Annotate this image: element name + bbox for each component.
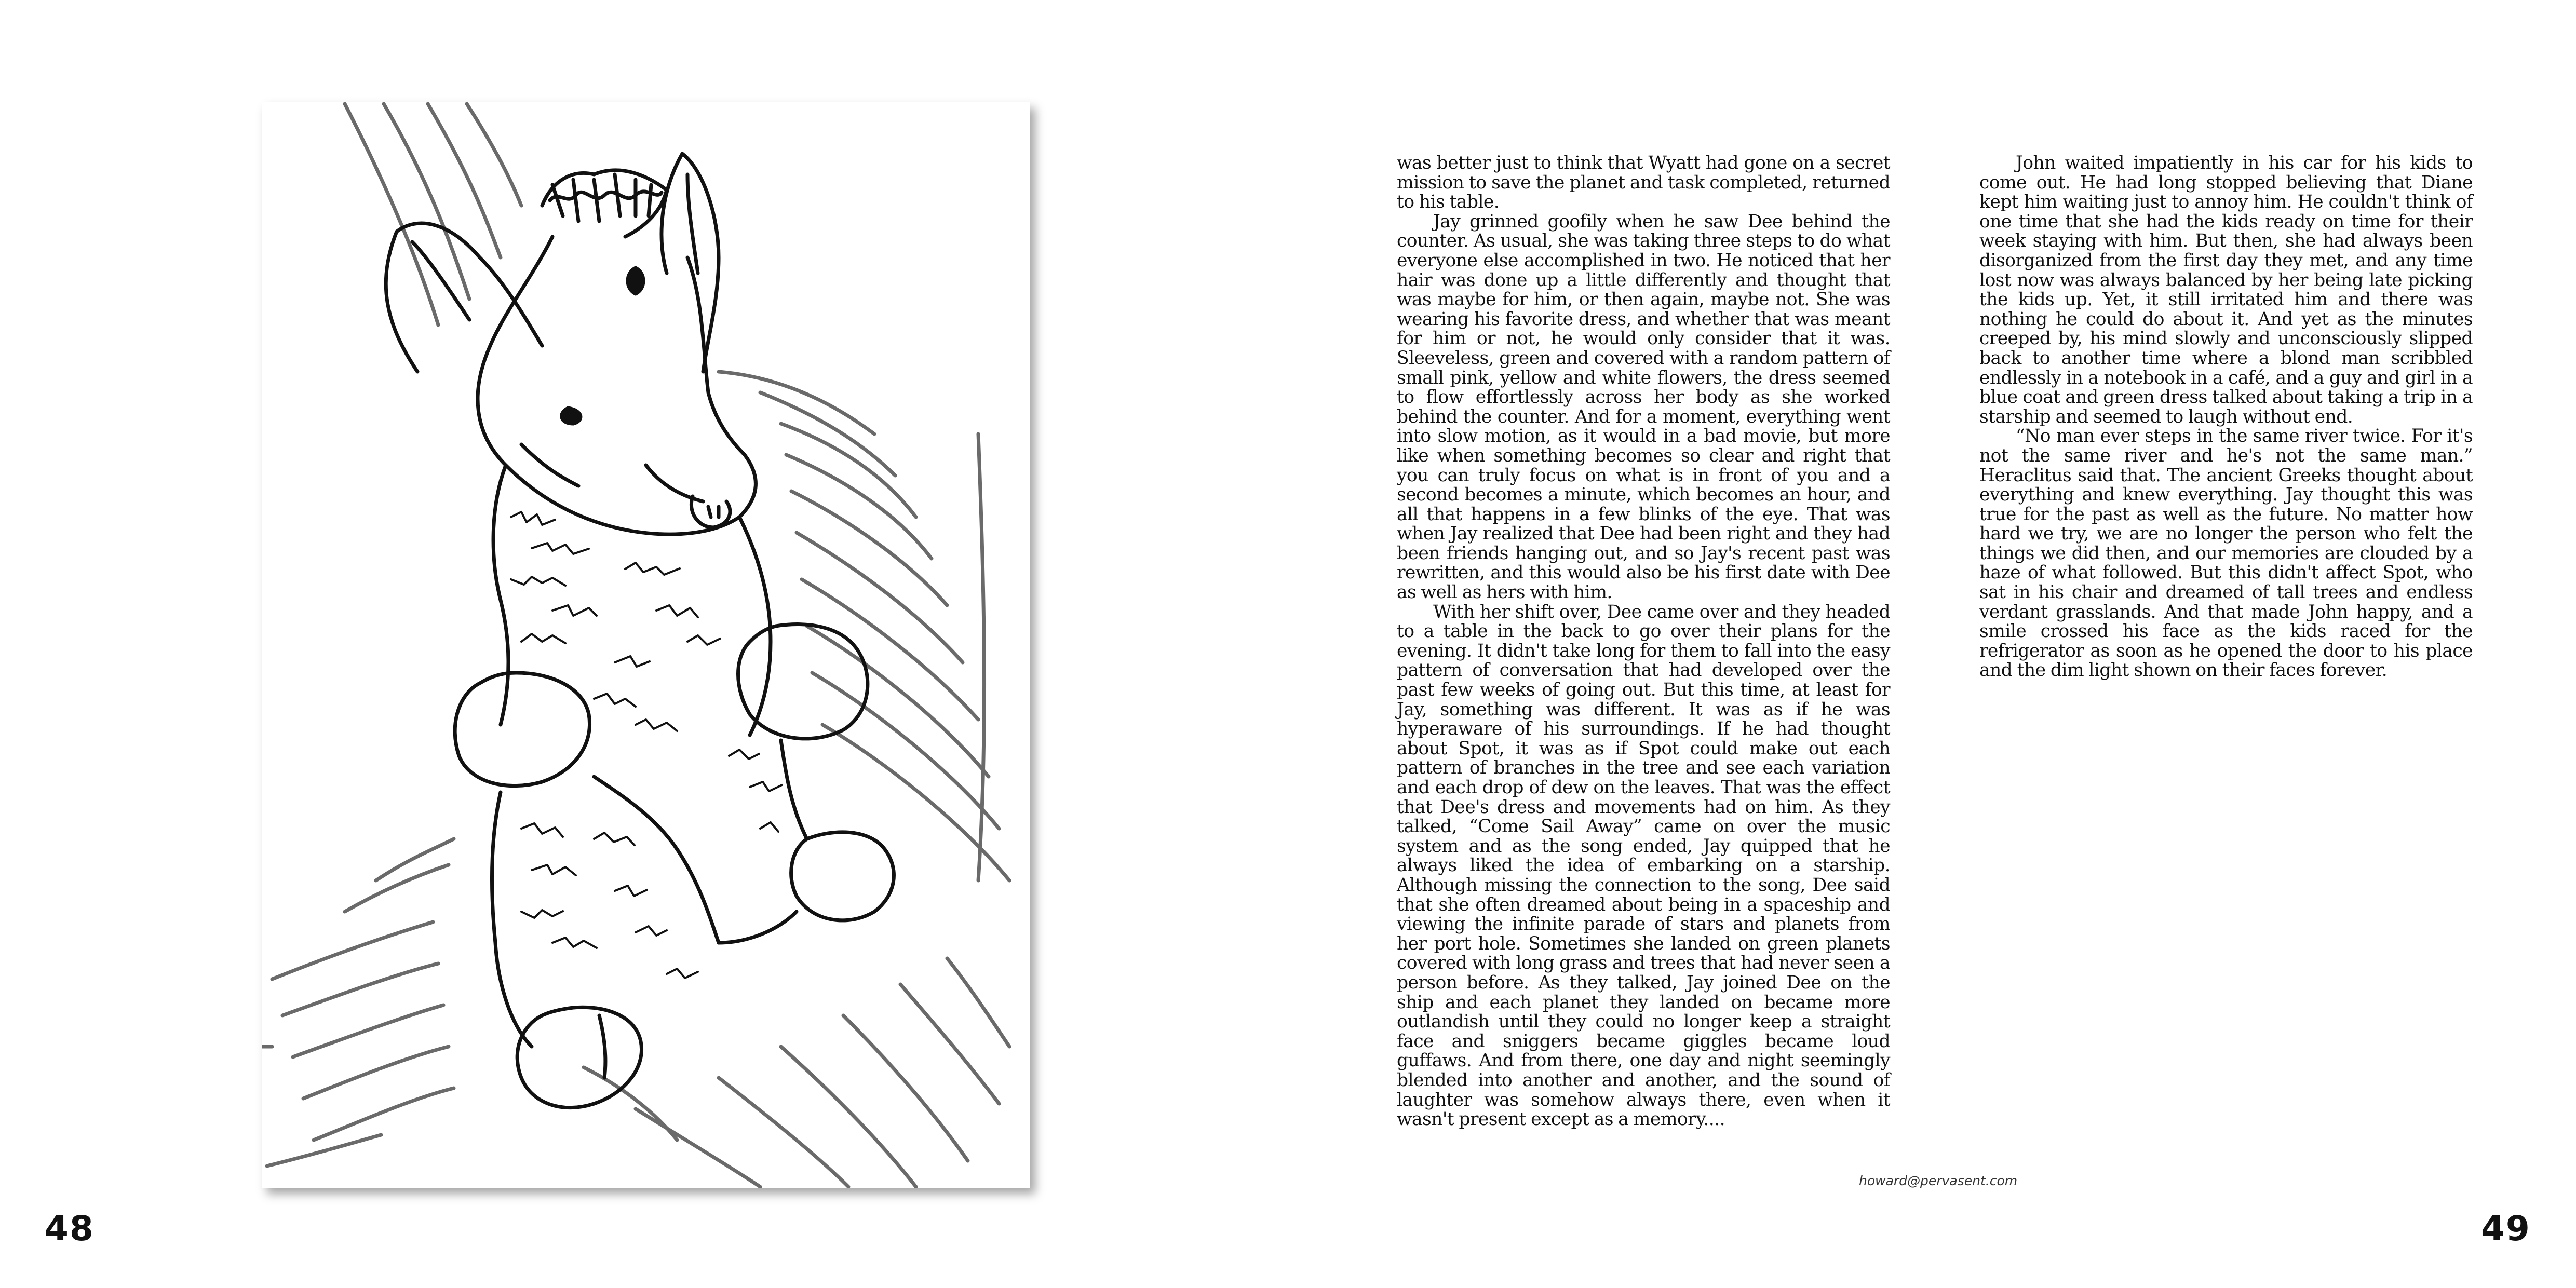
text-column-2	[1979, 154, 2473, 681]
page-number-right: 49	[2481, 1209, 2531, 1249]
column-2-paragraph-1: John waited impatiently in his car for his kids to come out. He had long stopped believing that Diane kept him waiting just to annoy him. He couldn't think of one time that she had the kids ready on time for their week staying with him. But then, she had always been disorganized from the first day they met, and any time lost now was always balanced by her being late picking the kids up. Yet, it still irritated him and there was nothing he could do about it. And yet as the minutes creeped by, his mind slowly and unconsciously slipped back to another time where a blond man scribbled endlessly in a notebook in a café, and a guy and girl in a blue coat and green dress talked about taking a trip in a starship and seemed to laugh without end.	[1979, 153, 2473, 427]
column-2-paragraph-2: “No man ever steps in the same river twice. For it's not the same river and he's not the same man.” Heraclitus said that. The ancient Greeks thought about everything and knew everything. Jay thought this was true for the past as well as the future. No matter how hard we try, we are no longer the person who felt the things we did then, and our memories are clouded by a haze of what followed. But this didn't affect Spot, who sat in his chair and dreamed of tall trees and endless verdant grasslands. And that made John happy, and a smile crossed his face as the kids raced for the refrigerator as soon as he opened the door to his place and the dim light shown on their faces forever.	[1979, 426, 2473, 681]
donkey-plush-drawing-icon	[262, 102, 1030, 1188]
page-number-left: 48	[45, 1209, 95, 1249]
text-column-1	[1397, 154, 1890, 1130]
column-1-paragraph-1: was better just to think that Wyatt had gone on a secret mission to save the planet and task completed, returned to his table.	[1397, 153, 1890, 213]
donkey-plush-drawing	[262, 102, 1030, 1188]
column-1-paragraph-2: Jay grinned goofily when he saw Dee behind the counter. As usual, she was taking three steps to do what everyone else accomplished in two. He noticed that her hair was done up a little differently and thought that was maybe for him, or then again, maybe not. She was wearing his favorite dress, and whether that was meant for him or not, he would only consider that it was. Sleeveless, green and covered with a random pattern of small pink, yellow and white flowers, the dress seemed to flow effortlessly across her body as she worked behind the counter. And for a moment, everything went into slow motion, as it would in a bad movie, but more like when something becomes so clear and right that you can truly focus on what is in front of you and a second becomes a minute, which becomes an hour, and all that happens in a few blinks of the eye. That was when Jay realized that Dee had been right and they had been friends hanging out, and so Jay's recent past was rewritten, and this would also be his first date with Dee as well as hers with him.	[1397, 211, 1890, 603]
column-1-paragraph-3: With her shift over, Dee came over and they headed to a table in the back to go over their plans for the evening. It didn't take long for them to fall into the easy pattern of conversation that had developed over the past few weeks of going out. But this time, at least for Jay, something was different. It was as if he was hyperaware of his surroundings. If he had thought about Spot, it was as if Spot could make out each pattern of branches in the tree and see each variation and each drop of dew on the leaves. That was the effect that Dee's dress and movements had on him. As they talked, “Come Sail Away” came on over the music system and as the song ended, Jay quipped that he always liked the idea of embarking on a starship. Although missing the connection to the song, Dee said that she often dreamed about being in a spaceship and viewing the infinite parade of stars and planets from her port hole. Sometimes she landed on green planets covered with long grass and trees that had never seen a person before. As they talked, Jay joined Dee on the ship and each planet they landed on became more outlandish until they could no longer keep a straight face and sniggers became giggles became loud guffaws. And from there, one day and night seemingly blended into another and another, and the sound of laughter was somehow always there, even when it wasn't present except as a memory....	[1397, 601, 1890, 1130]
author-email: howard@pervasent.com	[1859, 1173, 2018, 1188]
